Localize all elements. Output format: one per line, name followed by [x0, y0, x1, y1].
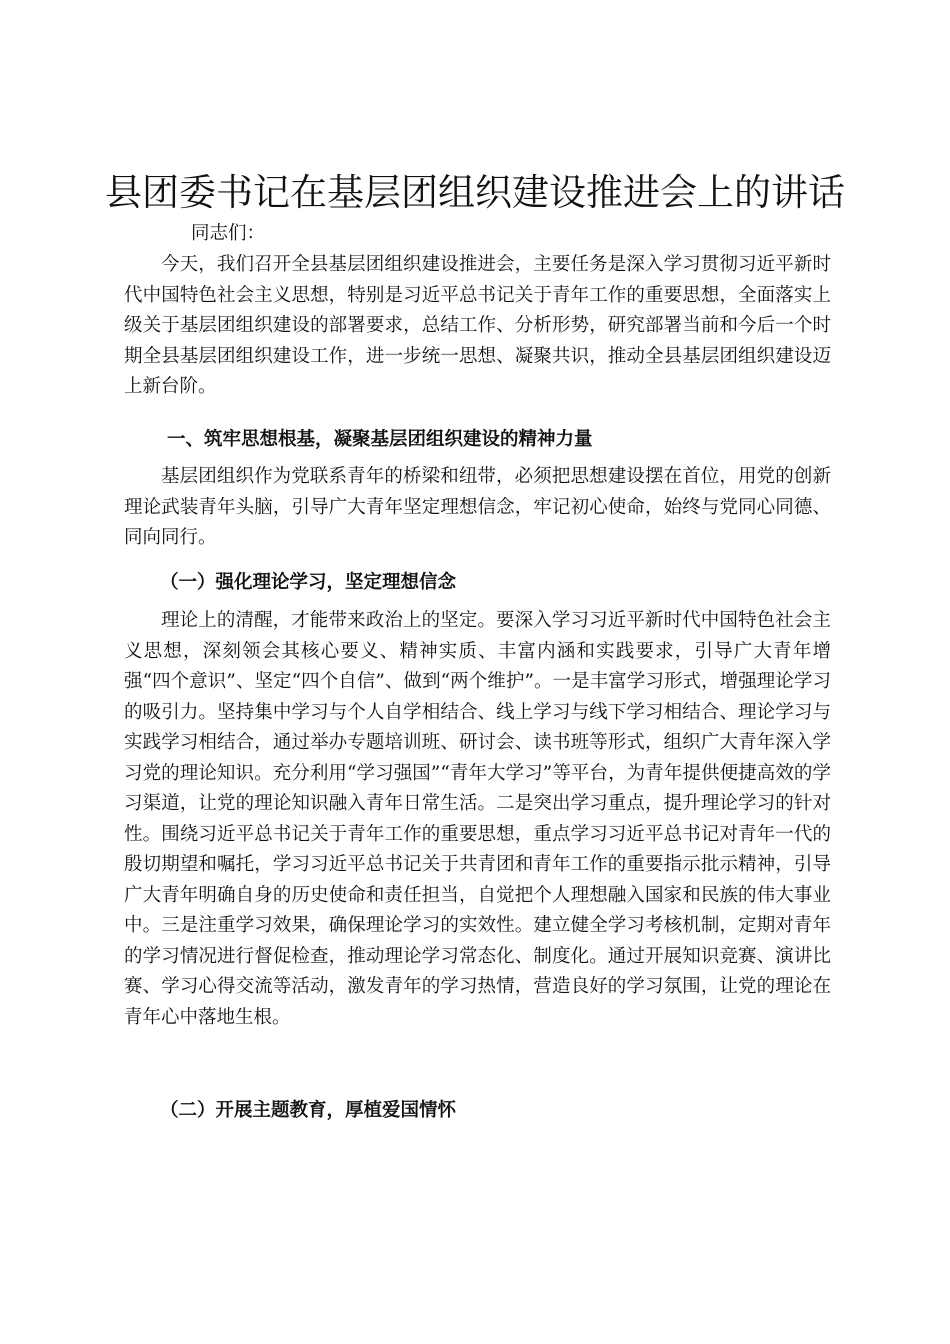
subsection-2-heading: （二）开展主题教育，厚植爱国情怀: [160, 1100, 457, 1121]
subsection-1-paragraph: 理论上的清醒，才能带来政治上的坚定。要深入学习习近平新时代中国特色社会主义思想，深刻领会其核心要义、精神实质、丰富内涵和实践要求，引导广大青年增强“四个意识”、坚定“四个自信”、做到“两个维护”。一是丰富学习形式，增强理论学习的吸引力。坚持集中学习与个人自学相结合、线上学习与线下学习相结合、理论学习与实践学习相结合，通过举办专题培训班、研讨会、读书班等形式，组织广大青年深入学习党的理论知识。充分利用“学习强国”“青年大学习”等平台，为青年提供便捷高效的学习渠道，让党的理论知识融入青年日常生活。二是突出学习重点，提升理论学习的针对性。围绕习近平总书记关于青年工作的重要思想，重点学习习近平总书记对青年一代的殷切期望和嘱托，学习习近平总书记关于共青团和青年工作的重要指示批示精神，引导广大青年明确自身的历史使命和责任担当，自觉把个人理想融入国家和民族的伟大事业中。三是注重学习效果，确保理论学习的实效性。建立健全学习考核机制，定期对青年的学习情况进行督促检查，推动理论学习常态化、制度化。通过开展知识竞赛、演讲比赛、学习心得交流等活动，激发青年的学习热情，营造良好的学习氛围，让党的理论在青年心中落地生根。: [124, 610, 831, 1028]
subsection-1-heading: （一）强化理论学习，坚定理想信念: [160, 572, 457, 593]
document-title: 县团委书记在基层团组织建设推进会上的讲话: [105, 171, 845, 214]
section-1-paragraph: 基层团组织作为党联系青年的桥梁和纽带，必须把思想建设摆在首位，用党的创新理论武装青年头脑，引导广大青年坚定理想信念，牢记初心使命，始终与党同心同德、同向同行。: [124, 466, 831, 548]
greeting: 同志们：: [191, 223, 266, 244]
section-1-heading: 一、筑牢思想根基，凝聚基层团组织建设的精神力量: [167, 429, 593, 450]
intro-paragraph: 今天，我们召开全县基层团组织建设推进会，主要任务是深入学习贯彻习近平新时代中国特色社会主义思想，特别是习近平总书记关于青年工作的重要思想，全面落实上级关于基层团组织建设的部署要求，总结工作、分析形势，研究部署当前和今后一个时期全县基层团组织建设工作，进一步统一思想、凝聚共识，推动全县基层团组织建设迈上新台阶。: [124, 254, 831, 397]
